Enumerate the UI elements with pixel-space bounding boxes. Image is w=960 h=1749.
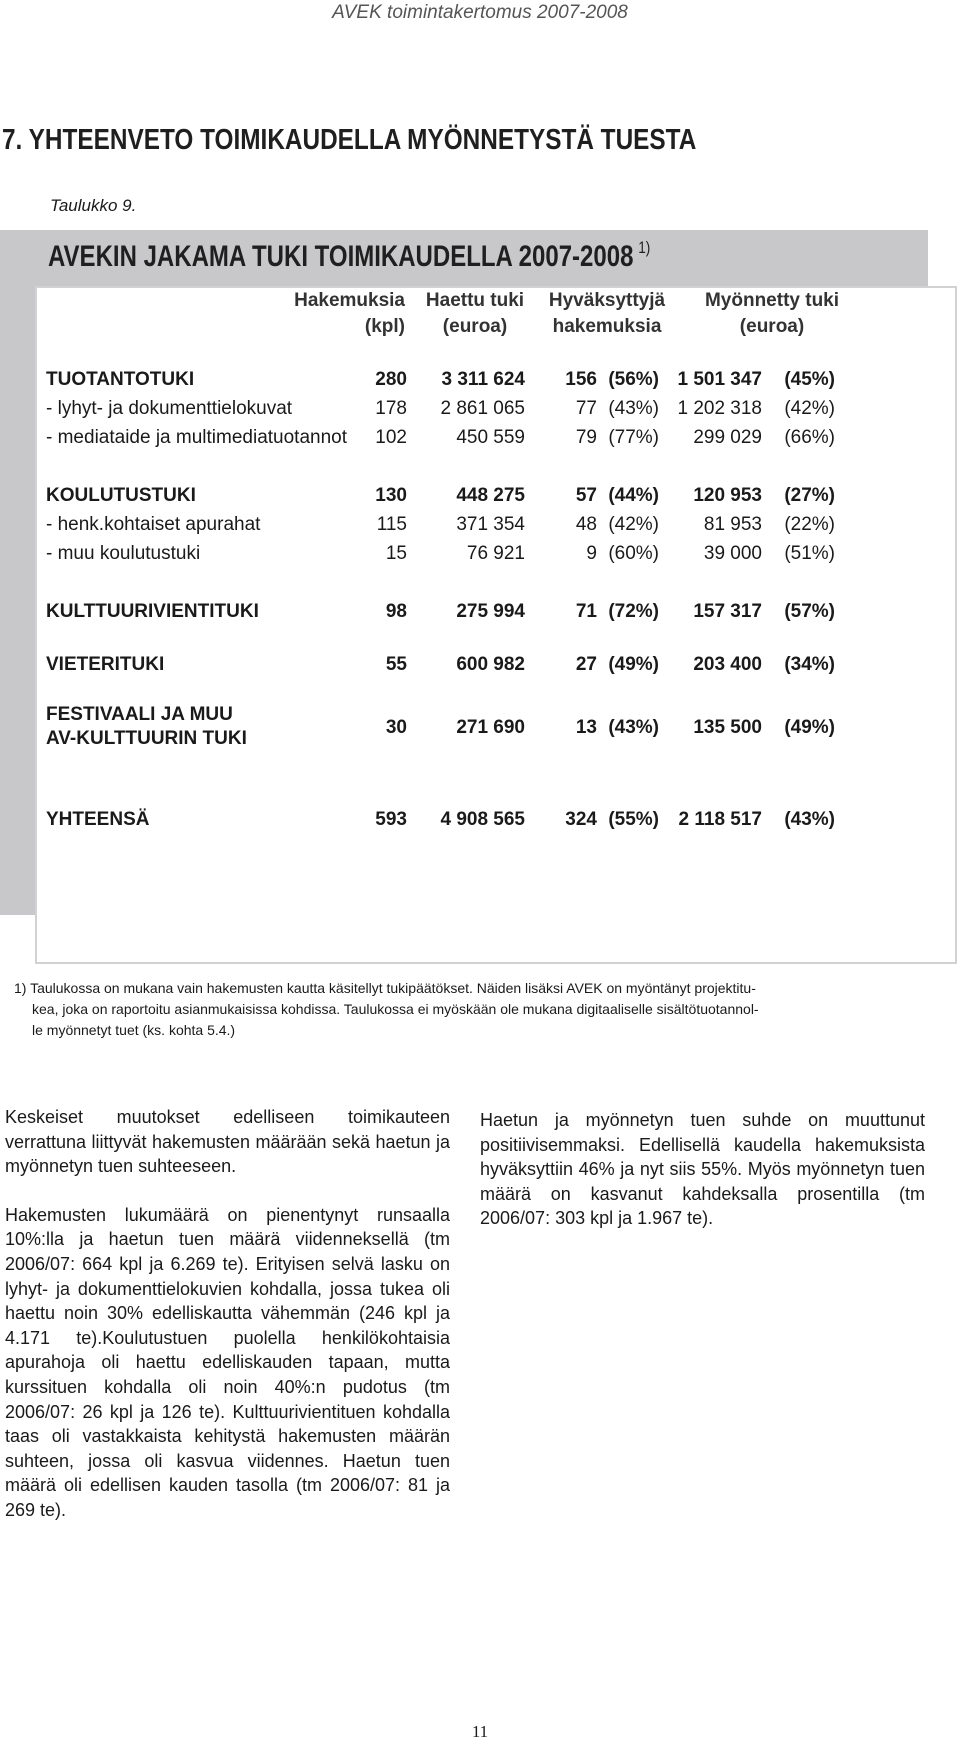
cell-accepted-pct: (55%): [608, 809, 659, 830]
table-title: [48, 240, 650, 274]
cell-granted: 81 953: [703, 514, 762, 535]
cell-granted: 299 029: [693, 427, 762, 448]
header-accepted-line2: hakemuksia: [552, 316, 662, 337]
footnote-line: le myönnetyt tuet (ks. kohta 5.4.): [32, 1022, 236, 1038]
cell-accepted-pct: (49%): [608, 654, 659, 675]
cell-granted: 135 500: [693, 717, 762, 738]
cell-applications: 15: [385, 543, 407, 564]
table-title-text: AVEKIN JAKAMA TUKI TOIMIKAUDELLA 2007-2008: [48, 240, 634, 273]
cell-requested: 371 354: [456, 514, 525, 535]
row-label: - henk.kohtaiset apurahat: [46, 514, 261, 535]
body-paragraph: Hakemusten lukumäärä on pienentynyt runsaalla 10%:lla ja haetun tuen määrä viidenneksellä (tm 2006/07: 664 kpl ja 6.269 te). Erityisen selvä lasku on lyhyt- ja dokumenttielokuvien kohdalla, jossa tukea oli haettu noin 30% edelliskautta vähemmän (246 kpl ja 4.171 te).Koulutustuen puolella henkilökohtaisia apurahoja oli haettu edelliskauden tapaan, mutta kurssituen kohdalla oli noin 40%:n pudotus (tm 2006/07: 26 kpl ja 126 te). Kulttuurivientituen kohdalla taas oli vastakkaista kehitystä hakemusten määrän suhteen, jossa oli kasvua viidennes. Haetun tuen määrä oli edellisen kauden tasolla (tm 2006/07: 81 ja 269 te).: [5, 1204, 450, 1520]
header-applications-line1: Hakemuksia: [294, 290, 405, 311]
header-granted-line2: (euroa): [739, 316, 805, 337]
cell-requested: 275 994: [456, 601, 525, 622]
cell-accepted: 57: [575, 485, 597, 506]
body-column-left: [5, 1105, 450, 1523]
cell-granted: 157 317: [693, 601, 762, 622]
cell-requested: 4 908 565: [440, 809, 525, 830]
header-accepted: [532, 288, 682, 340]
row-label: VIETERITUKI: [46, 654, 165, 675]
cell-accepted-pct: (42%): [608, 514, 659, 535]
cell-applications: 280: [375, 369, 407, 390]
cell-granted-pct: (66%): [784, 427, 835, 448]
cell-applications: 130: [375, 485, 407, 506]
cell-accepted-pct: (43%): [608, 398, 659, 419]
page-number: 11: [471, 1722, 489, 1741]
header-granted-line1: Myönnetty tuki: [704, 290, 840, 311]
cell-accepted: 79: [575, 427, 597, 448]
cell-accepted-pct: (60%): [608, 543, 659, 564]
cell-accepted: 9: [586, 543, 597, 564]
row-label: KULTTUURIVIENTITUKI: [46, 601, 259, 622]
cell-applications: 178: [375, 398, 407, 419]
header-applications-line2: (kpl): [364, 316, 405, 337]
cell-requested: 2 861 065: [440, 398, 525, 419]
body-paragraph: Keskeiset muutokset edelliseen toimikauteen verrattuna liittyvät hakemusten määrään sekä haetun ja myönnetyn tuen suhteeseen.: [5, 1107, 450, 1177]
header-requested-line2: (euroa): [442, 316, 508, 337]
cell-accepted: 77: [575, 398, 597, 419]
section-title: 7. YHTEENVETO TOIMIKAUDELLA MYÖNNETYSTÄ TUESTA: [2, 124, 697, 156]
table-title-note: 1): [638, 238, 651, 257]
table-label: Taulukko 9.: [50, 196, 137, 215]
cell-accepted-pct: (72%): [608, 601, 659, 622]
row-label: - lyhyt- ja dokumenttielokuvat: [46, 398, 293, 419]
cell-accepted-pct: (56%): [608, 369, 659, 390]
cell-granted-pct: (34%): [784, 654, 835, 675]
row-label-line2: AV-KULTTUURIN TUKI: [46, 728, 247, 749]
cell-granted: 1 202 318: [677, 398, 762, 419]
cell-accepted: 156: [565, 369, 597, 390]
cell-requested: 3 311 624: [441, 369, 525, 390]
cell-accepted: 48: [575, 514, 597, 535]
cell-granted: 2 118 517: [678, 809, 762, 830]
cell-granted-pct: (51%): [784, 543, 835, 564]
row-label: KOULUTUSTUKI: [46, 485, 196, 506]
table-footnote: [12, 978, 942, 1041]
row-label: - mediataide ja multimediatuotannot: [46, 427, 348, 448]
cell-granted-pct: (42%): [784, 398, 835, 419]
body-column-right: [480, 1108, 925, 1231]
cell-granted-pct: (43%): [784, 809, 835, 830]
row-label: FESTIVAALI JA MUU AV-KULTTUURIN TUKI: [46, 704, 247, 749]
cell-applications: 98: [385, 601, 407, 622]
table: [35, 286, 957, 964]
header-applications: [237, 288, 405, 340]
header-accepted-line1: Hyväksyttyjä: [548, 290, 666, 311]
header-requested: [415, 288, 535, 340]
running-header: AVEK toimintakertomus 2007-2008: [332, 2, 628, 23]
cell-accepted: 71: [575, 601, 597, 622]
cell-accepted: 324: [565, 809, 597, 830]
cell-applications: 55: [385, 654, 407, 675]
cell-accepted-pct: (44%): [608, 485, 659, 506]
cell-granted: 1 501 347: [677, 369, 762, 390]
cell-accepted: 13: [575, 717, 597, 738]
cell-granted: 120 953: [693, 485, 762, 506]
cell-requested: 450 559: [456, 427, 525, 448]
cell-accepted: 27: [575, 654, 597, 675]
cell-applications: 593: [375, 809, 407, 830]
cell-requested: 271 690: [456, 717, 525, 738]
cell-requested: 76 921: [466, 543, 525, 564]
cell-applications: 30: [385, 717, 407, 738]
footnote-line: kea, joka on raportoitu asianmukaisissa kohdissa. Taulukossa ei myöskään ole mukana digitaaliselle sisältötuotannol-: [32, 1001, 759, 1017]
cell-granted-pct: (57%): [784, 601, 835, 622]
cell-applications: 102: [375, 427, 407, 448]
cell-granted-pct: (27%): [784, 485, 835, 506]
cell-requested: 600 982: [456, 654, 525, 675]
body-paragraph: Haetun ja myönnetyn tuen suhde on muuttunut positiivisemmaksi. Edellisellä kaudella hakemuksista hyväksyttiin 46% ja nyt siis 55%. Myös myönnetyn tuen määrä on kasvanut kahdeksalla prosentilla (tm 2006/07: 303 kpl ja 1.967 te).: [480, 1110, 925, 1229]
header-granted: [687, 288, 857, 340]
footnote-line: 1) Taulukossa on mukana vain hakemusten kautta käsitellyt tukipäätökset. Näiden lisäksi AVEK on myöntänyt projektitu-: [14, 980, 756, 996]
cell-accepted-pct: (77%): [608, 427, 659, 448]
cell-granted: 203 400: [693, 654, 762, 675]
header-requested-line1: Haettu tuki: [425, 290, 525, 311]
cell-granted-pct: (49%): [784, 717, 835, 738]
cell-granted-pct: (22%): [784, 514, 835, 535]
row-label: - muu koulutustuki: [46, 543, 201, 564]
row-label: YHTEENSÄ: [46, 809, 150, 830]
row-label: TUOTANTOTUKI: [46, 369, 195, 390]
cell-granted: 39 000: [703, 543, 762, 564]
cell-granted-pct: (45%): [784, 369, 835, 390]
cell-applications: 115: [376, 514, 407, 535]
cell-accepted-pct: (43%): [608, 717, 659, 738]
cell-requested: 448 275: [456, 485, 525, 506]
